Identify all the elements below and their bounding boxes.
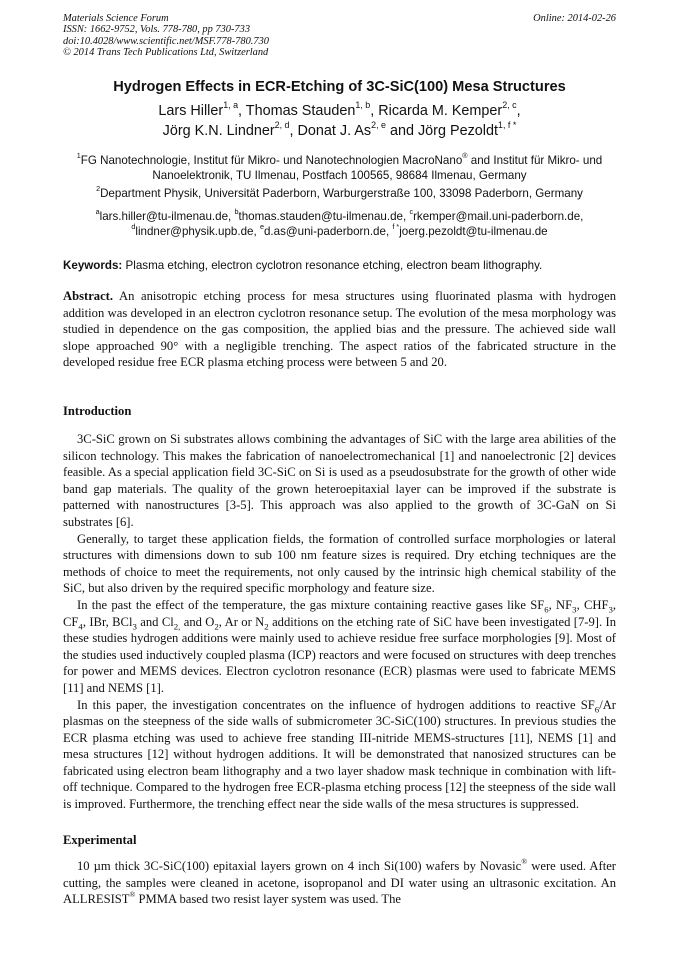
affiliation-text: Department Physik, Universität Paderborn, Warburgerstraße 100, 33098 Paderborn, Germany (100, 187, 583, 200)
author-sup: 2, d (274, 119, 290, 130)
registered-mark: ® (462, 151, 468, 161)
intro-paragraph: In the past the effect of the temperature, the gas mixture containing reactive gases like $SF_6$, $NF_3$, $CHF_3$, $CF_4$, IBr, BCl$_3$ and $Cl_{2,}$ and $O_2$, Ar or $N_2$ additions on the etching rate of SiC have been investigated [7-9]. In these studies hydrogen additions were mainly used to achieve residue free surface morphologies [9]. Most of the studies used inductively coupled plasma (ICP) reactors and were focused on structures with deep trenches for power and MEMS devices. Electron cyclotron resonance (ECR) plasmas were used to fabricate MEMS [11] and NEMS [1]. (63, 597, 617, 695)
intro-paragraph: In this paper, the investigation concentrates on the influence of hydrogen additions to reactive $SF_6/Ar$ plasmas on the steepness of the side walls of submicrometer 3C-SiC(100) structures. In previous studies the ECR plasma etching was used to achieve free standing III-nitride MEMS-structures [11], NEMS [1] and mesa structures [12] without hydrogen additions. It will be demonstrated that nanosized structures can be fabricated using electron beam lithography and a two layer shadow mask technique in combination with lift-off technique. Compared to the hydrogen free ECR-plasma etching process [12] the steepness of the side wall is improved. Furthermore, the trenching effect near the side walls of the mesa structures is suppressed. (63, 697, 616, 812)
online-date: Online: 2014-02-26 (533, 13, 616, 24)
experimental-heading: Experimental (63, 833, 137, 847)
copyright-line: © 2014 Trans Tech Publications Ltd, Switzerland (63, 47, 269, 59)
author-sup: 2, e (371, 119, 386, 130)
author-name: Lars Hiller (158, 103, 224, 119)
affiliation-text: and Institut für Mikro- und Nanoelektronik, TU Ilmenau, Postfach 100565, 98684 Ilmenau, Germany (152, 154, 603, 182)
intro-paragraph: Generally, to target these application fields, the formation of controlled surface morphologies or lateral structures with dimensions down to sub 100 nm feature sizes is required. Dry etching techniques are the methods of choice to meet the requirements, not only caused by the intrinsic high chemical stability of the SiC, but also driven by the required specific morphology and feature size. (63, 531, 616, 596)
email-link[interactable]: thomas.stauden@tu-ilmenau.de, (238, 210, 407, 223)
author-name: Donat J. As (297, 123, 372, 139)
journal-name: Materials Science Forum (63, 13, 169, 24)
author-name: Ricarda M. Kemper (378, 103, 503, 119)
journal-header (63, 13, 616, 59)
introduction-heading: Introduction (63, 404, 132, 418)
introduction-body (63, 431, 616, 813)
author-line-1: Lars Hiller$^{1, a}$, Thomas Stauden$^{1, b}$, Ricarda M. Kemper$^{2, c}$, (158, 99, 521, 119)
email-line-2: $^d$lindner@physik.upb.de, $^e$d.as@uni-paderborn.de, $^{f *}$joerg.pezoldt@tu-ilmenau.de (131, 222, 548, 238)
keywords-label: Keywords: (63, 259, 123, 272)
email-link[interactable]: d.as@uni-paderborn.de, (263, 225, 390, 238)
affiliation-text: FG Nanotechnologie, Institut für Mikro- und Nanotechnologien MacroNano (80, 154, 463, 167)
author-sup: 1, f * (497, 119, 517, 130)
abstract-text: An anisotropic etching process for mesa structures using fluorinated plasma with hydrogen addition was developed in an electron cyclotron resonance setup. The evolution of the mesa morphology was studied in dependence on the gas composition, the applied bias and the pressure. The achieved side wall slope approached 90° with a negligible trenching. The aspect ratios of the fabricated structure in the developed residue free ECR plasma etching process were between 5 and 20. (63, 289, 616, 370)
email-link[interactable]: joerg.pezoldt@tu-ilmenau.de (399, 225, 548, 238)
experimental-body (63, 858, 616, 908)
affiliation-sup: 2 (96, 184, 101, 194)
author-list (63, 101, 616, 141)
intro-paragraph: 3C-SiC grown on Si substrates allows combining the advantages of SiC with the large area abilities of the silicon technology. This makes the fabrication of nanoelectromechanical [1] and nanoelectronic [2] devices feasible. As a special application field 3C-SiC on Si is used as a pseudosubstrate for the growth of other wide band gap materials. The quality of the grown heteroepitaxial layer can be improved if the substrate is patterned with nanostructures [3-5]. This approach was also applied to the growth of 3C-GaN on Si substrates [6]. (63, 432, 616, 529)
email-list (63, 209, 616, 239)
abstract-label: Abstract. (63, 289, 114, 303)
keywords-text: Plasma etching, electron cyclotron resonance etching, electron beam lithography. (125, 259, 543, 272)
author-sup: 1, b (355, 99, 371, 110)
email-line-1: $^a$lars.hiller@tu-ilmenau.de, $^b$thomas.stauden@tu-ilmenau.de, $^c$rkemper@mail.uni-paderborn.de, (95, 207, 584, 223)
experimental-paragraph: 10 µm thick 3C-SiC(100) epitaxial layers grown on 4 inch Si(100) wafers by Novasic® were used. After cutting, the samples were cleaned in acetone, isopropanol and DI water using an ultrasonic excitation. An ALLRESIST® PMMA based two resist layer system was used. The (63, 856, 617, 907)
doi-line: doi:10.4028/www.scientific.net/MSF.778-780.730 (63, 35, 269, 47)
author-name: Jörg K.N. Lindner (162, 123, 275, 139)
email-link[interactable]: rkemper@mail.uni-paderborn.de, (413, 210, 584, 223)
author-line-2: Jörg K.N. Lindner$^{2, d}$, Donat J. As$^{2, e}$ and Jörg Pezoldt$^{1, f *}$ (162, 119, 517, 139)
abstract (63, 288, 616, 371)
keywords (63, 259, 616, 272)
author-name: Jörg Pezoldt (417, 123, 498, 139)
affiliation-1 (63, 153, 616, 183)
affiliation-2 (63, 186, 616, 201)
author-sup: 2, c (502, 99, 517, 110)
author-name: Thomas Stauden (245, 103, 356, 119)
affiliation-sup: 1 (76, 151, 81, 161)
paper-title: Hydrogen Effects in ECR-Etching of 3C-SiC(100) Mesa Structures (113, 79, 566, 95)
email-link[interactable]: lars.hiller@tu-ilmenau.de, (99, 210, 232, 223)
email-link[interactable]: lindner@physik.upb.de, (135, 225, 257, 238)
author-sup: 1, a (223, 99, 239, 110)
issn-line: ISSN: 1662-9752, Vols. 778-780, pp 730-733 (63, 24, 251, 36)
